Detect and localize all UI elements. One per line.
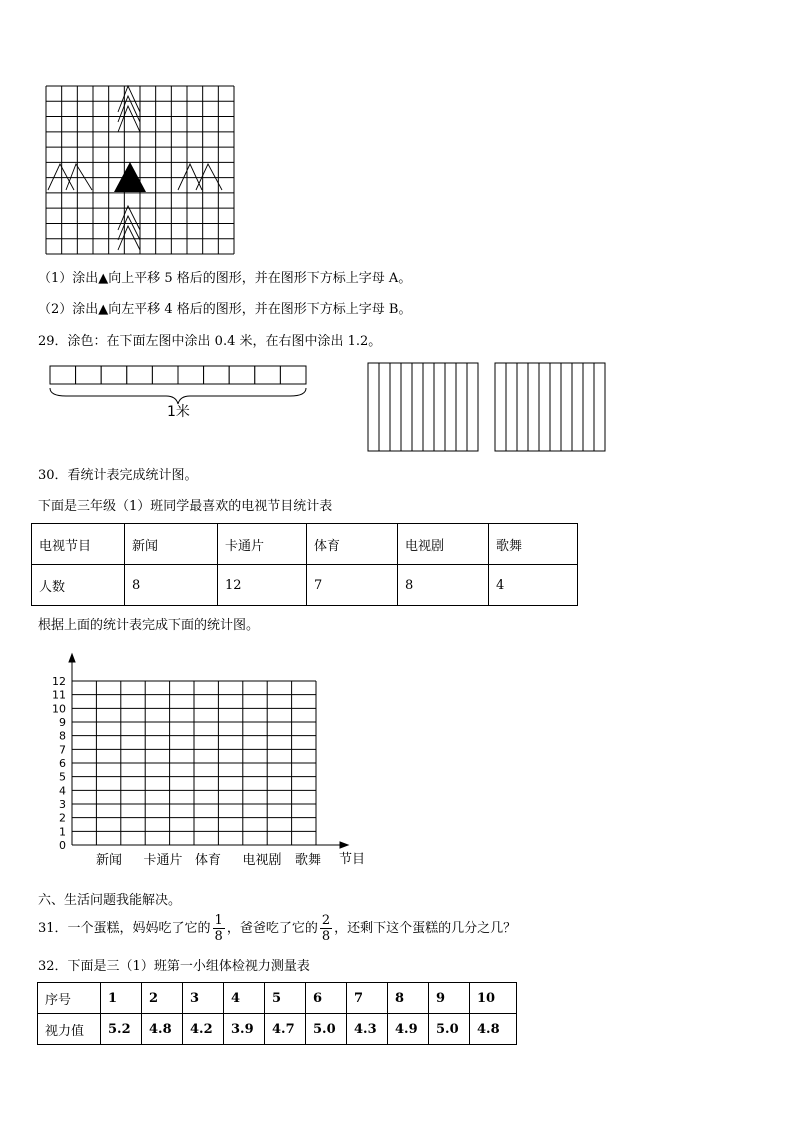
table-cell: 人数: [32, 565, 125, 606]
vision-table: [37, 982, 517, 1045]
striped-square-left: [367, 362, 479, 452]
q29-text: 29．涂色：在下面左图中涂出 0.4 米，在右图中涂出 1.2。: [38, 334, 382, 349]
q31-part1: 31．一个蛋糕，妈妈吃了它的: [38, 921, 211, 936]
y-tick-label: 8: [59, 729, 66, 743]
y-tick-label: 12: [52, 675, 66, 688]
x-category-label: 新闻: [95, 853, 123, 868]
x-category-label: 体育: [194, 853, 222, 868]
y-tick-label: 4: [59, 784, 66, 798]
table-cell: 8: [398, 565, 489, 606]
x-axis-title: 节目: [338, 852, 366, 867]
table-cell: 4: [489, 565, 578, 606]
table-cell: 1: [101, 983, 142, 1014]
q30-table-caption: 下面是三年级（1）班同学最喜欢的电视节目统计表: [38, 499, 333, 514]
table-cell: 4.2: [183, 1014, 224, 1045]
striped-square-right: [494, 362, 606, 452]
strip-cell: [76, 366, 102, 384]
x-category-label: 歌舞: [294, 853, 322, 868]
table-cell: 6: [306, 983, 347, 1014]
table-cell: 4.9: [388, 1014, 429, 1045]
ruler-label: 1米: [167, 404, 190, 420]
table-cell: 3: [183, 983, 224, 1014]
q30-instruction: 根据上面的统计表完成下面的统计图。: [38, 618, 260, 633]
y-tick-label: 3: [59, 798, 66, 811]
table-cell: 体育: [307, 524, 398, 565]
table-cell: 8: [125, 565, 218, 606]
translation-grid: [44, 84, 236, 256]
y-tick-label: 2: [59, 811, 66, 825]
q28-sub1: （1）涂出▲向上平移 5 格后的图形，并在图形下方标上字母 A。: [38, 271, 412, 286]
y-tick-label: 9: [59, 716, 66, 729]
table-cell: 5.0: [306, 1014, 347, 1045]
tv-program-table: [31, 523, 578, 606]
table-cell: 4.3: [347, 1014, 388, 1045]
fraction-1-8: $\frac{1}{8}$: [214, 913, 223, 944]
table-cell: 卡通片: [218, 524, 307, 565]
strip-cell: [204, 366, 230, 384]
chevron-decoration-bottom: [118, 206, 140, 250]
strip-cell: [229, 366, 255, 384]
table-cell: 5.2: [101, 1014, 142, 1045]
black-triangle: [114, 162, 146, 192]
y-axis-arrow: [69, 654, 75, 662]
strip-cell: [50, 366, 76, 384]
fraction-2-8: $\frac{2}{8}$: [321, 913, 331, 944]
chevron-decoration-left: [48, 164, 92, 190]
strip-cell: [152, 366, 178, 384]
table-cell: 8: [388, 983, 429, 1014]
table-cell: 5: [265, 983, 306, 1014]
table-cell: 新闻: [125, 524, 218, 565]
table-cell: 3.9: [224, 1014, 265, 1045]
section6-title: 六、生活问题我能解决。: [38, 893, 182, 908]
q31-part3: ，还剩下这个蛋糕的几分之几？: [334, 921, 517, 936]
y-tick-label: 6: [59, 757, 66, 770]
table-cell: 7: [307, 565, 398, 606]
table-cell: 4: [224, 983, 265, 1014]
table-cell: 4.8: [470, 1014, 517, 1045]
y-tick-label: 1: [59, 825, 66, 839]
table-cell: 7: [347, 983, 388, 1014]
table-cell: 10: [470, 983, 517, 1014]
q31-part2: ，爸爸吃了它的: [226, 921, 318, 936]
table-cell: 电视节目: [32, 524, 125, 565]
strip-cell: [101, 366, 127, 384]
table-cell: 5.0: [429, 1014, 470, 1045]
strip-cell: [127, 366, 153, 384]
y-tick-label: 11: [52, 688, 66, 702]
chevron-decoration-right: [178, 164, 222, 190]
y-tick-label: 5: [59, 770, 66, 784]
q32-title: 32．下面是三（1）班第一小组体检视力测量表: [38, 959, 310, 974]
strip-cell: [255, 366, 281, 384]
table-cell: 9: [429, 983, 470, 1014]
q31-text: [38, 912, 516, 946]
table-cell: 4.7: [265, 1014, 306, 1045]
y-tick-label: 10: [52, 702, 66, 716]
table-cell: 歌舞: [489, 524, 578, 565]
table-cell: 序号: [38, 983, 101, 1014]
x-category-label: 电视剧: [242, 853, 282, 868]
table-cell: 电视剧: [398, 524, 489, 565]
x-axis-arrow: [340, 842, 348, 848]
q28-sub2: （2）涂出▲向左平移 4 格后的图形，并在图形下方标上字母 B。: [38, 302, 412, 317]
table-cell: 12: [218, 565, 307, 606]
table-cell: 2: [142, 983, 183, 1014]
x-category-label: 卡通片: [143, 853, 183, 868]
chevron-decoration-top: [118, 86, 140, 132]
y-tick-label: 7: [59, 743, 66, 757]
table-cell: 4.8: [142, 1014, 183, 1045]
blank-bar-chart: [40, 650, 380, 875]
y-tick-label: 0: [59, 839, 66, 852]
q30-title: 30．看统计表完成统计图。: [38, 468, 198, 483]
strip-cell: [280, 366, 306, 384]
strip-cell: [178, 366, 204, 384]
table-cell: 视力值: [38, 1014, 101, 1045]
